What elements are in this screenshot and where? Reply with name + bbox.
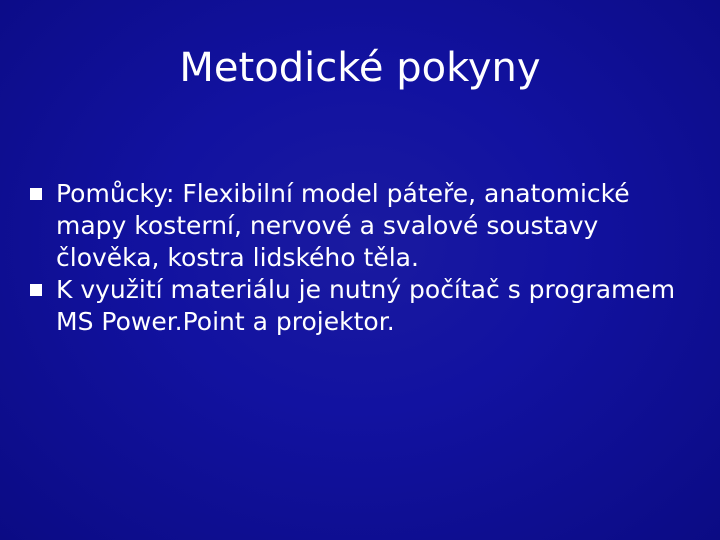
slide-title: Metodické pokyny <box>179 45 541 91</box>
bullet-text: K využití materiálu je nutný počítač s programem MS Power.Point a projektor. <box>56 275 676 336</box>
bullet-item-pomucky <box>30 178 690 274</box>
square-bullet-icon <box>30 188 42 200</box>
bullet-text: Pomůcky: Flexibilní model páteře, anatomické mapy kosterní, nervové a svalové soustavy člověka, kostra lidského těla. <box>56 179 630 272</box>
bullet-item-pocitac <box>30 274 690 338</box>
bullet-list <box>30 178 690 338</box>
square-bullet-icon <box>30 284 42 296</box>
